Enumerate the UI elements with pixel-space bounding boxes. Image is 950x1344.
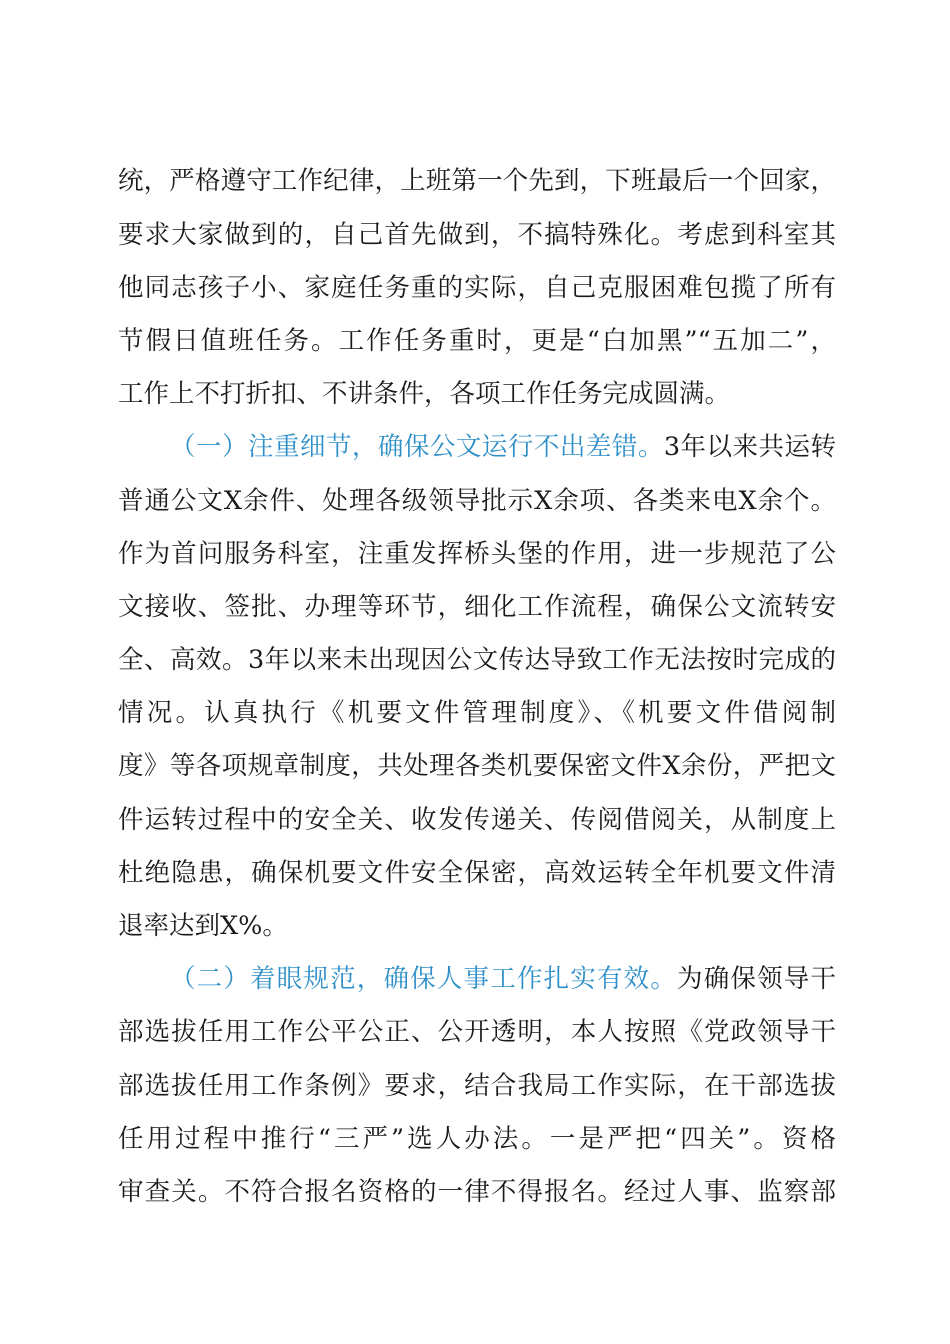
body-text-line: 统，严格遵守工作纪律，上班第一个先到，下班最后一个回家， xyxy=(118,166,836,196)
section-1-first-line xyxy=(170,427,836,467)
body-text-line: 部选拔任用工作公平公正、公开透明，本人按照《党政领导干 xyxy=(118,1017,836,1047)
body-text-line: 情况。认真执行《机要文件管理制度》、《机要文件借阅制 xyxy=(118,698,836,728)
body-text-line: 退率达到X%。 xyxy=(118,911,288,941)
section-heading-2: （二）着眼规范，确保人事工作扎实有效。 xyxy=(170,964,678,994)
body-text-line: 全、高效。3年以来未出现因公文传达导致工作无法按时完成的 xyxy=(118,645,836,675)
section-2-first-line xyxy=(170,959,836,999)
body-text-line: 作为首问服务科室，注重发挥桥头堡的作用，进一步规范了公 xyxy=(118,539,836,569)
body-text-line: 要求大家做到的，自己首先做到，不搞特殊化。考虑到科室其 xyxy=(118,220,836,250)
body-text-line: 度》等各项规章制度，共处理各类机要保密文件X余份，严把文 xyxy=(118,751,836,781)
body-text-fragment: 3年以来共运转 xyxy=(663,432,836,462)
body-text-line: 文接收、签批、办理等环节，细化工作流程，确保公文流转安 xyxy=(118,592,836,622)
body-text-fragment: 为确保领导干 xyxy=(677,964,836,994)
body-text-line: 工作上不打折扣、不讲条件，各项工作任务完成圆满。 xyxy=(118,379,731,409)
section-heading-1: （一）注重细节，确保公文运行不出差错。 xyxy=(170,432,664,462)
body-text-line: 杜绝隐患，确保机要文件安全保密，高效运转全年机要文件清 xyxy=(118,858,836,888)
body-text-line: 部选拔任用工作条例》要求，结合我局工作实际，在干部选拔 xyxy=(118,1071,836,1101)
body-text-line: 任用过程中推行“三严”选人办法。一是严把“四关”。资格 xyxy=(118,1124,836,1154)
body-text-line: 审查关。不符合报名资格的一律不得报名。经过人事、监察部 xyxy=(118,1177,836,1207)
body-text-line: 他同志孩子小、家庭任务重的实际，自己克服困难包揽了所有 xyxy=(118,273,836,303)
body-text-line: 节假日值班任务。工作任务重时，更是“白加黑”“五加二”， xyxy=(118,326,836,356)
body-text-line: 件运转过程中的安全关、收发传递关、传阅借阅关，从制度上 xyxy=(118,805,836,835)
body-text-line: 普通公文X余件、处理各级领导批示X余项、各类来电X余个。 xyxy=(118,486,836,516)
